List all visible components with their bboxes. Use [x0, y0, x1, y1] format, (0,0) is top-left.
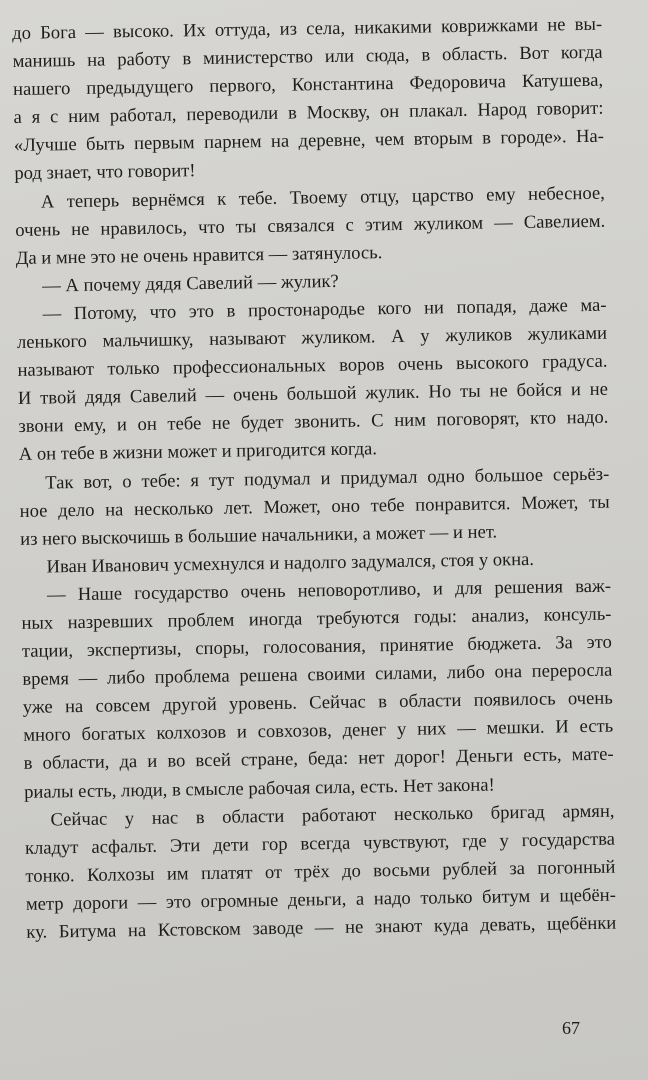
text-line: время — либо проблема решена своими силами, либо она переросла: [22, 659, 613, 691]
text-line: ку. Битума на Кстовском заводе — не знают куда девать, щебёнки: [26, 912, 617, 943]
text-line: — Потому, что это в простонародье кого ни попадя, даже ма-: [42, 294, 607, 325]
text-line: — Наше государство очень неповоротливо, и для решения важ-: [46, 575, 612, 606]
page-number: 67: [562, 1018, 580, 1038]
text-line: Сейчас у нас в области работают несколько бригад армян,: [50, 800, 615, 831]
text-line: риалы есть, люди, в смысле рабочая сила, есть. Нет закона!: [23, 774, 495, 803]
text-line: ное дело на несколько лет. Может, оно тебе понравится. Может, ты: [19, 491, 610, 522]
text-line: нашего предыдущего первого, Константина Федоровича Катушева,: [12, 69, 604, 101]
text-line: Да и мне это не очень нравится — затянулось.: [15, 241, 383, 269]
text-line: очень не нравилось, что ты связался с этим жуликом — Савелием.: [15, 210, 606, 241]
text-line: до Бога — высоко. Их оттуда, из села, никакими коврижками не вы-: [12, 13, 603, 44]
text-line: метр дороги — это огромные деньги, а надо только битум и щебён-: [25, 884, 616, 915]
text-line: много богатых колхозов и совхозов, денег у них — мешки. И есть: [23, 715, 614, 747]
text-line: кладут асфальт. Эти дети гор всегда чувствуют, где у государства: [24, 828, 616, 859]
text-line: — А почему дядя Савелий — жулик?: [42, 270, 339, 297]
text-line: из него выскочишь в большие начальники, а может — и нет.: [19, 521, 498, 550]
text-line: род знает, что говорит!: [14, 160, 196, 185]
text-line: манишь на работу в министерство или сюда, в область. Вот когда: [12, 41, 603, 73]
text-line: уже на совсем другой уровень. Сейчас в области появилось очень: [22, 687, 613, 719]
text-line: ных назревших проблем иногда требуются годы: анализ, консуль-: [21, 603, 612, 634]
body-text: [12, 11, 616, 947]
text-line: Так вот, о тебе: я тут подумал и придумал одно большое серьёз-: [45, 463, 610, 494]
text-line: звони ему, и он тебе не будет звонить. С ним поговорят, кто надо.: [18, 406, 609, 438]
text-line: а я с ним работал, переводили в Москву, он плакал. Народ говорит:: [13, 98, 604, 129]
text-line: «Лучше быть первым парнем на деревне, чем вторым в городе». На-: [13, 126, 605, 157]
text-line: И твой дядя Савелий — очень большой жулик. Но ты не бойся и не: [17, 378, 609, 410]
text-line: А он тебе в жизни может и пригодится когда.: [18, 438, 378, 466]
text-line: называют только профессиональных воров очень высокого градуса.: [17, 350, 608, 382]
text-line: тации, экспертизы, споры, голосования, принятие бюджета. За это: [21, 631, 613, 662]
text-line: ленького мальчишку, называют жуликом. А у жуликов жуликами: [16, 322, 608, 353]
text-line: в области, да и во всей стране, беда: нет дорог! Деньги есть, мате-: [23, 744, 614, 775]
text-line: тонко. Колхозы им платят от трёх до восьми рублей за погонный: [25, 856, 616, 887]
text-line: А теперь вернёмся к тебе. Твоему отцу, царство ему небесное,: [40, 182, 605, 213]
text-line: Иван Иванович усмехнулся и надолго задумался, стоя у окна.: [46, 548, 535, 578]
